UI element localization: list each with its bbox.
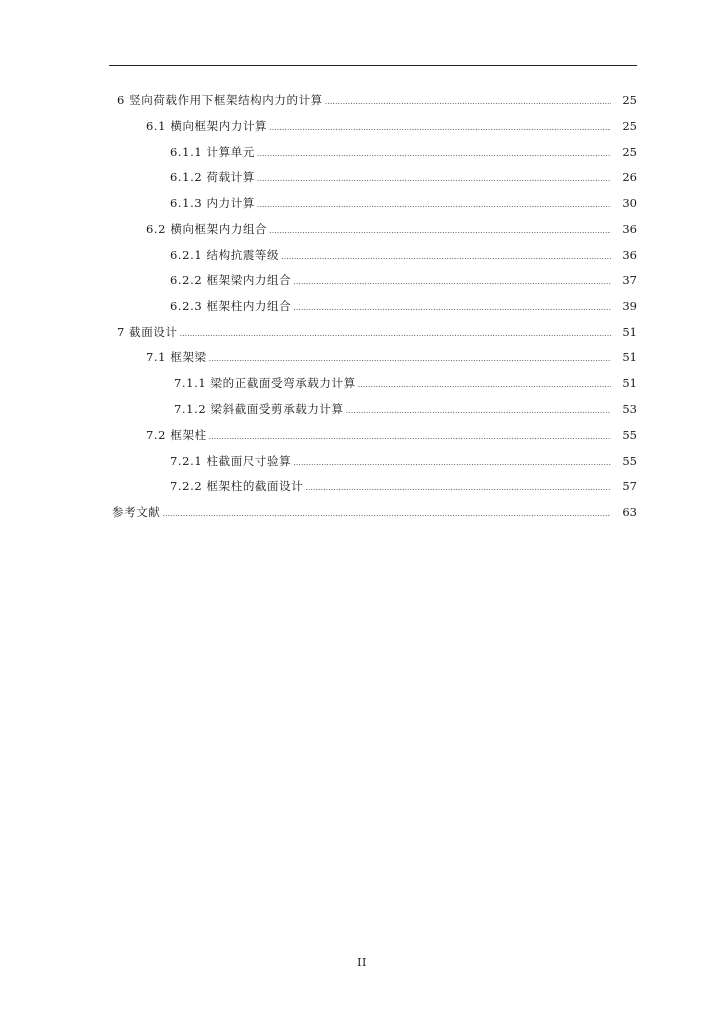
toc-entry-label: 7.2.1 柱截面尺寸验算	[170, 454, 292, 468]
toc-entry-page: 57	[622, 479, 637, 493]
toc-leader-dots	[346, 401, 611, 421]
toc-entry-page: 25	[622, 93, 637, 107]
toc-entry[interactable]	[170, 142, 637, 162]
toc-leader-dots	[209, 427, 611, 447]
toc-entry[interactable]	[174, 399, 637, 419]
toc-entry-page: 39	[622, 299, 637, 313]
toc-entry-label: 7.2 框架柱	[146, 428, 207, 442]
toc-entry-label: 7 截面设计	[117, 325, 178, 339]
toc-leader-dots	[293, 298, 611, 318]
toc-leader-dots	[325, 92, 611, 112]
toc-entry-label: 7.1 框架梁	[146, 350, 207, 364]
toc-entry[interactable]	[170, 245, 637, 265]
toc-entry[interactable]	[112, 502, 637, 522]
toc-leader-dots	[257, 195, 611, 215]
toc-entry[interactable]	[174, 373, 637, 393]
toc-leader-dots	[358, 375, 611, 395]
toc-entry-page: 55	[622, 454, 637, 468]
toc-entry-page: 37	[622, 273, 637, 287]
toc-entry[interactable]	[146, 347, 637, 367]
toc-entry[interactable]	[117, 322, 637, 342]
toc-entry[interactable]	[146, 425, 637, 445]
toc-leader-dots	[180, 324, 611, 344]
toc-entry[interactable]	[170, 193, 637, 213]
toc-entry[interactable]	[170, 167, 637, 187]
toc-entry-page: 36	[622, 222, 637, 236]
toc-leader-dots	[257, 144, 611, 164]
toc-entry-label: 6.1.3 内力计算	[170, 196, 255, 210]
toc-entry-page: 30	[622, 196, 637, 210]
toc-entry-label: 6.2.1 结构抗震等级	[170, 248, 280, 262]
toc-entry-page: 51	[622, 350, 637, 364]
toc-entry-page: 25	[622, 119, 637, 133]
toc-entry-page: 63	[622, 505, 637, 519]
toc-entry-label: 7.2.2 框架柱的截面设计	[170, 479, 304, 493]
toc-entry-page: 25	[622, 145, 637, 159]
toc-leader-dots	[269, 221, 611, 241]
toc-leader-dots	[162, 504, 611, 524]
page-number: II	[357, 956, 367, 969]
toc-entry[interactable]	[146, 219, 637, 239]
toc-leader-dots	[281, 247, 611, 267]
toc-entry-label: 6.2 横向框架内力组合	[146, 222, 268, 236]
toc-leader-dots	[257, 169, 611, 189]
toc-entry-label: 6.2.2 框架梁内力组合	[170, 273, 292, 287]
toc-entry-label: 7.1.1 梁的正截面受弯承载力计算	[174, 376, 356, 390]
toc-entry-label: 6.1.1 计算单元	[170, 145, 255, 159]
toc-entry-label: 7.1.2 梁斜截面受剪承载力计算	[174, 402, 344, 416]
toc-entry-page: 51	[622, 325, 637, 339]
toc-entry-page: 51	[622, 376, 637, 390]
toc-entry[interactable]	[117, 90, 637, 110]
toc-leader-dots	[293, 453, 611, 473]
toc-leader-dots	[209, 349, 611, 369]
toc-entry[interactable]	[170, 451, 637, 471]
toc-leader-dots	[293, 272, 611, 292]
toc-leader-dots	[305, 478, 611, 498]
toc-leader-dots	[269, 118, 611, 138]
toc-entry-label: 6.1 横向框架内力计算	[146, 119, 268, 133]
toc-entry-page: 36	[622, 248, 637, 262]
toc-entry-label: 6 竖向荷载作用下框架结构内力的计算	[117, 93, 323, 107]
toc-entry-label: 6.2.3 框架柱内力组合	[170, 299, 292, 313]
toc-entry-label: 6.1.2 荷载计算	[170, 170, 255, 184]
toc-entry-page: 55	[622, 428, 637, 442]
toc-entry[interactable]	[146, 116, 637, 136]
toc-entry-page: 53	[622, 402, 637, 416]
toc-entry-label: 参考文献	[112, 505, 161, 519]
toc-entry[interactable]	[170, 476, 637, 496]
toc-entry[interactable]	[170, 270, 637, 290]
toc-entry-page: 26	[622, 170, 637, 184]
toc-entry[interactable]	[170, 296, 637, 316]
